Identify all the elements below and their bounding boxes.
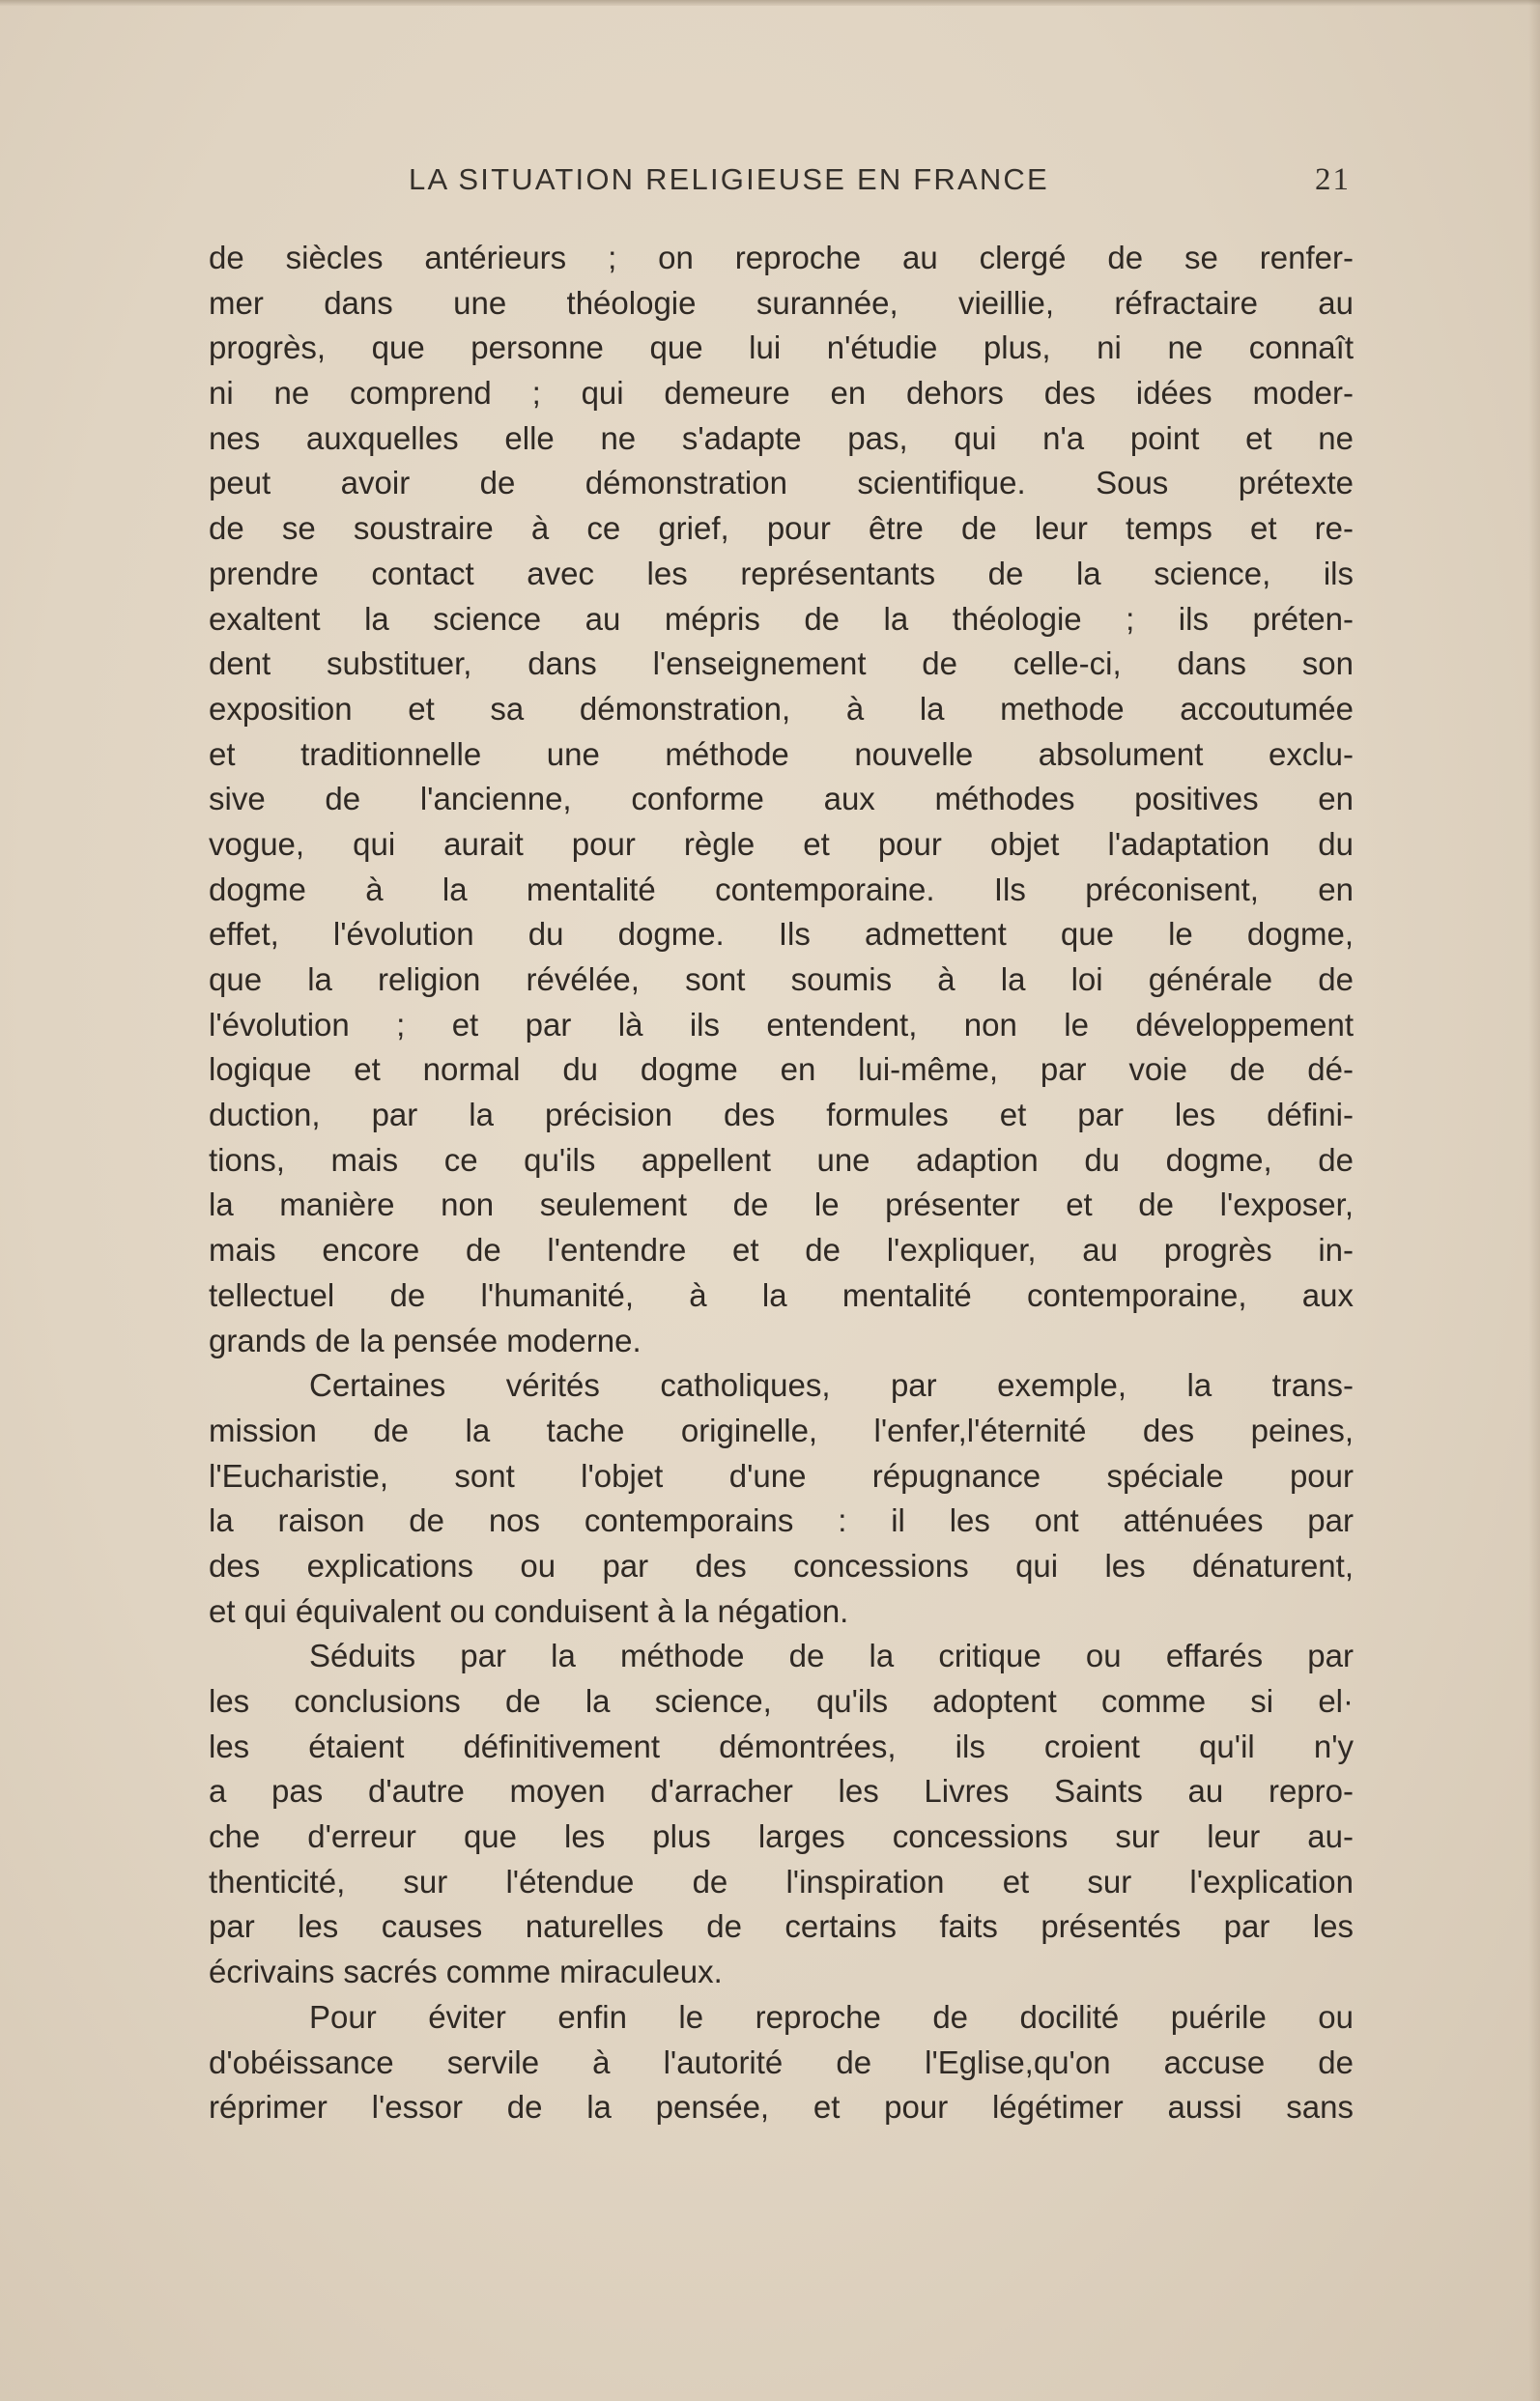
paragraph-first-line: Séduits par la méthode de la critique ou effarés par xyxy=(309,1638,1354,1674)
page-edge-shadow xyxy=(1528,0,1540,2401)
text-line: l'évolution ; et par là ils entendent, non le développement xyxy=(209,1006,1354,1043)
text-line: réprimer l'essor de la pensée, et pour légétimer aussi sans xyxy=(209,2089,1354,2126)
text-line: par les causes naturelles de certains faits présentés par les xyxy=(209,1908,1354,1945)
text-line: effet, l'évolution du dogme. Ils admettent que le dogme, xyxy=(209,916,1354,953)
page-top-edge xyxy=(0,0,1540,6)
text-line: l'Eucharistie, sont l'objet d'une répugnance spéciale pour xyxy=(209,1457,1354,1494)
text-line: que la religion révélée, sont soumis à la loi générale de xyxy=(209,961,1354,997)
text-line: la raison de nos contemporains : il les ont atténuées par xyxy=(209,1502,1354,1539)
text-line: dogme à la mentalité contemporaine. Ils préconisent, en xyxy=(209,871,1354,907)
text-line: tellectuel de l'humanité, à la mentalité contemporaine, aux xyxy=(209,1276,1354,1313)
text-line: vogue, qui aurait pour règle et pour objet l'adaptation du xyxy=(209,825,1354,862)
paragraph-end-line: écrivains sacrés comme miraculeux. xyxy=(209,1954,723,1990)
text-line: prendre contact avec les représentants de la science, ils xyxy=(209,555,1354,591)
text-line: les conclusions de la science, qu'ils adoptent comme si el· xyxy=(209,1683,1354,1719)
text-line: mission de la tache originelle, l'enfer,l'éternité des peines, xyxy=(209,1412,1354,1448)
text-line: exaltent la science au mépris de la théologie ; ils préten- xyxy=(209,600,1354,637)
paragraph-first-line: Pour éviter enfin le reproche de docilité puérile ou xyxy=(309,1998,1354,2035)
text-line: logique et normal du dogme en lui-même, par voie de dé- xyxy=(209,1051,1354,1088)
paragraph-first-line: Certaines vérités catholiques, par exemple, la trans- xyxy=(309,1367,1354,1404)
page-number: 21 xyxy=(1315,162,1351,197)
body-text xyxy=(209,236,1354,2130)
text-line: tions, mais ce qu'ils appellent une adaption du dogme, de xyxy=(209,1141,1354,1178)
text-line: les étaient définitivement démontrées, ils croient qu'il n'y xyxy=(209,1728,1354,1764)
text-line: de se soustraire à ce grief, pour être de leur temps et re- xyxy=(209,510,1354,547)
text-line: a pas d'autre moyen d'arracher les Livres Saints au repro- xyxy=(209,1773,1354,1810)
text-line: che d'erreur que les plus larges concessions sur leur au- xyxy=(209,1818,1354,1855)
text-line: peut avoir de démonstration scientifique. Sous prétexte xyxy=(209,465,1354,501)
text-line: progrès, que personne que lui n'étudie plus, ni ne connaît xyxy=(209,329,1354,366)
text-line: mer dans une théologie surannée, vieillie, réfractaire au xyxy=(209,284,1354,321)
paragraph-end-line: grands de la pensée moderne. xyxy=(209,1322,642,1358)
text-line: exposition et sa démonstration, à la methode accoutumée xyxy=(209,690,1354,727)
text-line: mais encore de l'entendre et de l'expliquer, au progrès in- xyxy=(209,1232,1354,1269)
text-line: nes auxquelles elle ne s'adapte pas, qui n'a point et ne xyxy=(209,419,1354,456)
text-line: dent substituer, dans l'enseignement de celle-ci, dans son xyxy=(209,645,1354,682)
text-line: de siècles antérieurs ; on reproche au clergé de se renfer- xyxy=(209,240,1354,275)
running-title: LA SITUATION RELIGIEUSE EN FRANCE xyxy=(409,162,1049,196)
text-line: d'obéissance servile à l'autorité de l'Eglise,qu'on accuse de xyxy=(209,2044,1354,2080)
text-line: thenticité, sur l'étendue de l'inspiration et sur l'explication xyxy=(209,1863,1354,1900)
paragraph-end-line: et qui équivalent ou conduisent à la négation. xyxy=(209,1592,849,1629)
text-line: duction, par la précision des formules et par les défini- xyxy=(209,1097,1354,1133)
text-line: et traditionnelle une méthode nouvelle absolument exclu- xyxy=(209,735,1354,772)
text-line: la manière non seulement de le présenter et de l'exposer, xyxy=(209,1186,1354,1223)
running-head xyxy=(211,162,1351,205)
text-line: ni ne comprend ; qui demeure en dehors des idées moder- xyxy=(209,375,1354,412)
text-line: sive de l'ancienne, conforme aux méthodes positives en xyxy=(209,781,1354,817)
text-line: des explications ou par des concessions qui les dénaturent, xyxy=(209,1547,1354,1584)
